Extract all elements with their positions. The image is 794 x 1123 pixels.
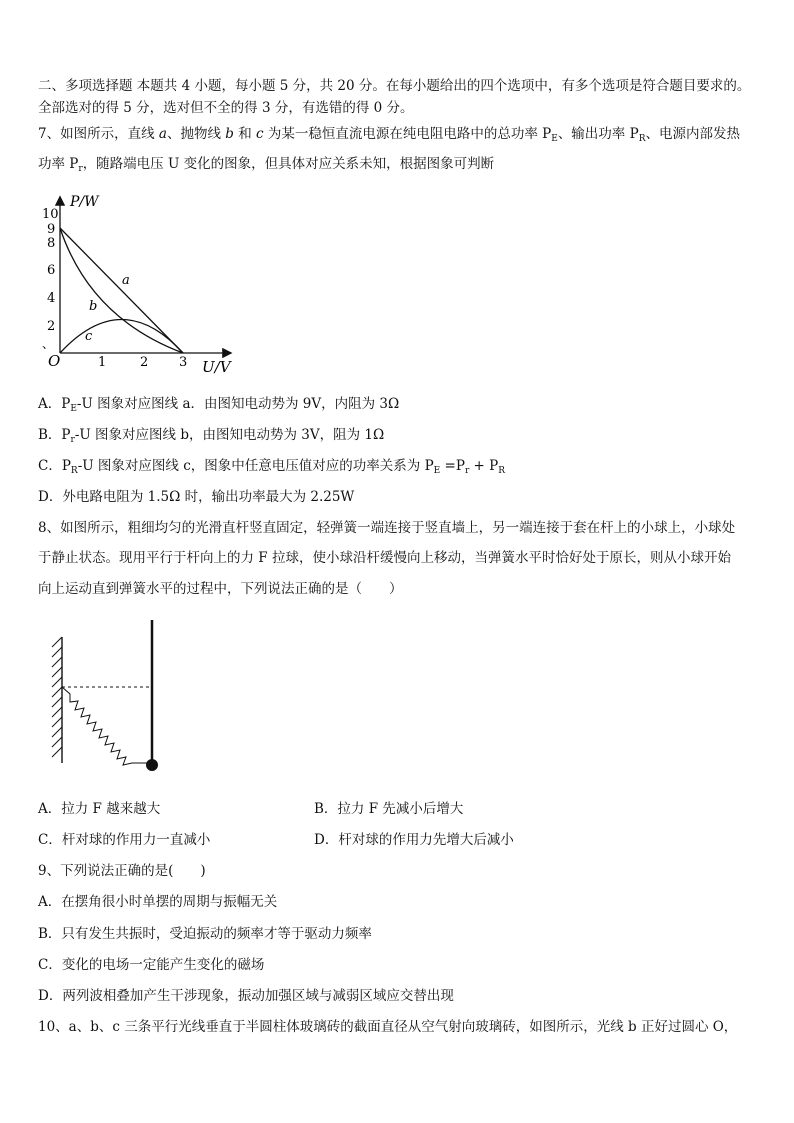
section-title-line2: 全部选对的得 5 分，选对但不全的得 3 分，有选错的得 0 分。 bbox=[38, 100, 414, 116]
q8-option-b: B．拉力 F 先减小后增大 bbox=[314, 801, 464, 817]
y-tick-9: 9 bbox=[47, 222, 56, 237]
y-axis-label: P/W bbox=[70, 194, 99, 210]
q7-option-c: C．$P_R-U$ 图象对应图线 c，图象中任意电压值对应的功率关系为 $P_E =P_r + P_R$ bbox=[38, 458, 506, 476]
ball bbox=[146, 759, 158, 771]
q9-stem: 9、下列说法正确的是( ) bbox=[38, 863, 206, 879]
q10-stem: 10、a、b、c 三条平行光线垂直于半圆柱体玻璃砖的截面直径从空气射向玻璃砖，如图所示，光线 b 正好过圆心 O， bbox=[38, 1019, 738, 1035]
q7-option-d: D．外电路电阻为 1.5Ω 时，输出功率最大为 2.25W bbox=[38, 489, 355, 505]
y-tick-10: 10 bbox=[42, 207, 59, 222]
origin-label: O bbox=[48, 352, 61, 370]
decor-dot: 、 bbox=[42, 337, 55, 351]
section-title-line1: 二、多项选择题 本题共 4 小题，每小题 5 分，共 20 分。在每小题给出的四个选项中，有多个选项是符合题目要求的。 bbox=[38, 78, 751, 94]
q7-option-a: A．$P_E-U$ 图象对应图线 a．由图知电动势为 9V，内阻为 3Ω bbox=[38, 396, 400, 414]
q8-option-a: A．拉力 F 越来越大 bbox=[38, 801, 161, 817]
y-tick-8: 8 bbox=[47, 236, 56, 251]
q7-stem-line2: 功率 $P_r$，随路端电压 U 变化的图象，但具体对应关系未知，根据图象可判断 bbox=[38, 156, 495, 174]
q8-stem-line1: 8、如图所示，粗细均匀的光滑直杆竖直固定，轻弹簧一端连接于竖直墙上，另一端连接于套在杆上的小球上，小球处 bbox=[38, 520, 736, 536]
curve-a bbox=[60, 228, 183, 353]
q7-stem-line1: 7、如图所示，直线 a、抛物线 b 和 c 为某一稳恒直流电源在纯电阻电路中的总功率 $P_E$、输出功率 $P_R$、电源内部发热 bbox=[38, 126, 740, 144]
q9-option-a: A．在摆角很小时单摆的周期与振幅无关 bbox=[38, 894, 278, 910]
y-tick-6: 6 bbox=[47, 263, 56, 278]
q8-stem-line3: 向上运动直到弹簧水平的过程中，下列说法正确的是（ ） bbox=[38, 581, 403, 597]
curve-c-label: c bbox=[85, 329, 93, 344]
wall-hatching bbox=[52, 637, 62, 757]
y-tick-4: 4 bbox=[47, 291, 56, 306]
q8-stem-line2: 于静止状态。现用平行于杆向上的力 F 拉球，使小球沿杆缓慢向上移动，当弹簧水平时恰好处于原长，则从小球开始 bbox=[38, 550, 731, 566]
spring bbox=[62, 687, 152, 765]
q9-option-d: D．两列波相叠加产生干涉现象，振动加强区域与减弱区域应交替出现 bbox=[38, 988, 454, 1004]
q9-option-c: C．变化的电场一定能产生变化的磁场 bbox=[38, 957, 265, 973]
x-tick-1: 1 bbox=[98, 355, 107, 370]
q7-power-graph bbox=[30, 188, 260, 378]
curve-a-label: a bbox=[122, 273, 130, 288]
x-tick-3: 3 bbox=[179, 355, 188, 370]
q8-option-d: D．杆对球的作用力先增大后减小 bbox=[314, 832, 514, 848]
y-tick-2: 2 bbox=[47, 319, 56, 334]
q8-spring-diagram bbox=[40, 615, 170, 780]
curve-b-label: b bbox=[89, 299, 98, 314]
curve-c bbox=[60, 320, 183, 354]
x-axis-label: U/V bbox=[202, 358, 231, 376]
q8-option-c: C．杆对球的作用力一直减小 bbox=[38, 832, 211, 848]
q7-option-b: B．$P_r-U$ 图象对应图线 b，由图知电动势为 3V，阻为 1Ω bbox=[38, 427, 385, 445]
x-tick-2: 2 bbox=[140, 355, 149, 370]
q9-option-b: B．只有发生共振时，受迫振动的频率才等于驱动力频率 bbox=[38, 926, 372, 942]
